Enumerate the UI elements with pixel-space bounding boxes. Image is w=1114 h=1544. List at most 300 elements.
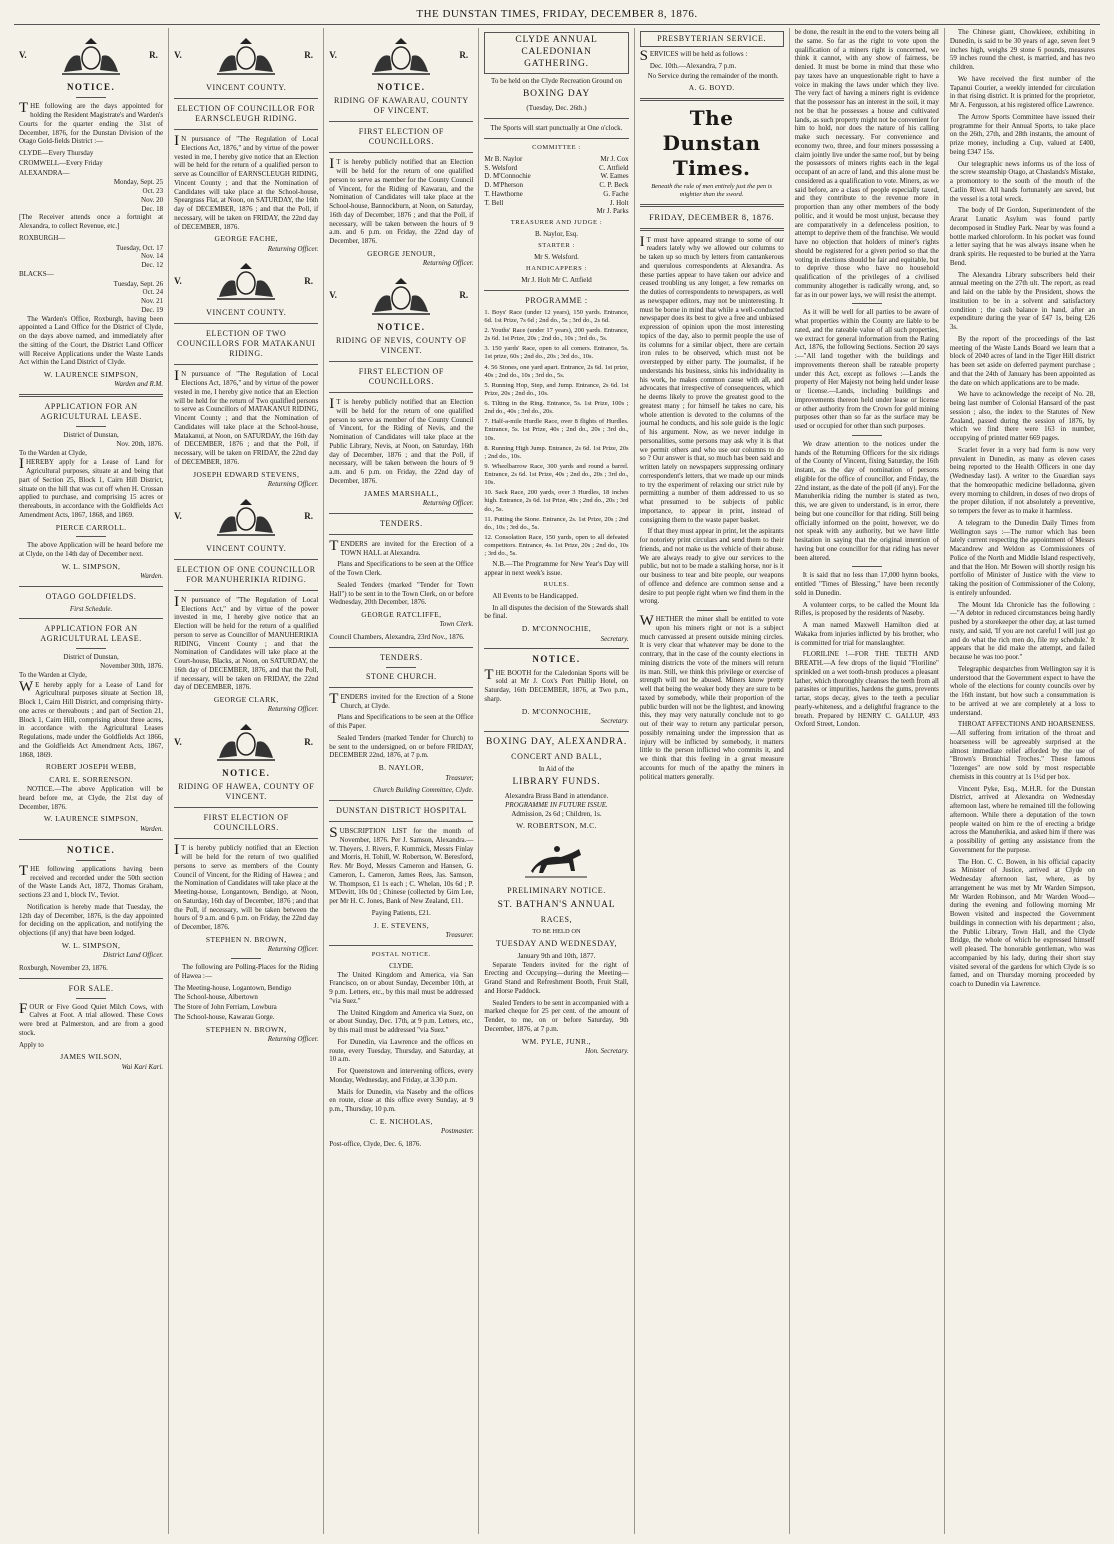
news-paragraph: The Alexandra Library subscribers held their annual meeting on the 27th ult. The report, as read and laid on the table by the President, shows the institution to be in a solvent and satisfactory condition ; the cash balance in hand, after an expenditure during the year of £47 1s, being £26 3s. (949, 270, 1095, 331)
address-line: To the Warden at Clyde, (19, 670, 87, 679)
court-alexandra: ALEXANDRA— (19, 168, 70, 177)
programme-event: 5. Running Hop, Step, and Jump. Entrance, 2s 6d. 1st Prize, 20s ; 2nd do., 10s. (484, 381, 629, 397)
notice-body: Notification is hereby made that Tuesday, the 12th day of December, 1876, is the day appointed for deciding on the application, and notifying the objections (if any) that have been lodged. (19, 902, 164, 937)
divider (174, 364, 318, 365)
signature-role: Town Clerk. (439, 620, 474, 629)
paying-patients: Paying Patients, £21. (371, 908, 431, 917)
divider (174, 323, 318, 324)
editorial-paragraph: As it will be well for all parties to be aware of what properties within the County are liable to be rated, and the rateable value of all such properties, we extract for general information from the Rating Act, 1876, the following Sections. Section 20 says :—"All land together with the buildings and improvements thereon shall be rateable property under this Act, except as follows :—Lands the property of Her Majesty not being held under lease or license.—Lands, including buildings and improvements thereon held under lease or license or other authority from the Crown for gold mining purposes other than so far as the surface may be used or occupied for other than such purposes. (794, 308, 939, 430)
committee-member: D. M'Pherson (484, 181, 524, 190)
committee-member: J. Holt (609, 198, 629, 207)
signature: GEORGE RATCLIFFE, (361, 610, 442, 619)
polling-place: The School-house, Albertown (174, 993, 258, 1002)
election-body: IT is hereby publicly notified that an Election will be held for the return of two qualified persons to serve as members of the County Council of Vincent, for the Riding of Hawea ; and the Nomination of Candidates will take place at the Meeting-house, Longantown, Bendigo, at Noon, on Saturday, 16th day of December, 1876 ; and that the Poll, if necessary, will be taken between the hours of 9 a.m. and 6 p.m. on Friday, the 22nd day of December, 1876. (174, 842, 319, 932)
apply-line: Apply to (19, 1040, 44, 1049)
office-body: The Warden's Office, Roxburgh, having been appointed a Land Office for the District of Clyde, on the days above named, and immediately after the sitting of the Court, the District Land Officer will Receive Applications under the Waste Lands Act within the Land District of Clyde. (19, 314, 164, 367)
committee-row (484, 199, 628, 208)
divider (852, 435, 882, 436)
divider (329, 121, 473, 122)
committee-member: W. Eames (600, 172, 629, 181)
election-body: IT is hereby publicly notified that an Election will be held for the return of one qualified person to serve as member of the County Council of Vincent, for the Riding of Nevis, and the Nomination of Candidates will take place at the Public Library, Nevis, at Noon, on Saturday, 16th day of December, 1876 ; and that the Poll, if necessary, will be taken between the hours of 9 a.m. and 6 p.m. on Friday, the 22nd day of December, 1876. (329, 396, 474, 485)
divider (640, 228, 784, 231)
signature: CARL E. SORRENSON. (49, 774, 133, 784)
application-body: IHEREBY apply for a Lease of Land for Agricultural purposes, situate at and being that part of Section 25, Block 1, Cairn Hill District, situate on the hill that was cut off when H. Crossan applied to purchase, and comprising 15 acres or thereabouts, in accordance with the Goldfields Act Amendment Acts, 1867, 1868, and 1869. (19, 456, 164, 519)
divider (174, 98, 318, 99)
signature-role: Wai Kari Kari. (121, 1062, 164, 1071)
handicappers-heading: HANDICAPPERS : (526, 264, 587, 272)
issue-date: FRIDAY, DECEMBER 8, 1876. (649, 211, 775, 222)
tenders-heading: TENDERS. (379, 518, 423, 528)
signature: JAMES MARSHALL, (363, 488, 439, 498)
committee-member: S. Welsford (484, 163, 518, 172)
divider (329, 800, 473, 801)
signature: WM. PYLE, JUNR., (522, 1036, 591, 1046)
signature-role: Warden. (140, 571, 164, 580)
divider (329, 534, 473, 535)
crest-r: R. (304, 50, 314, 61)
royal-crest (329, 32, 473, 80)
band-line: Alexandra Brass Band in attendance. (504, 792, 609, 801)
application-heading: APPLICATION FOR AN AGRICULTURAL LEASE. (40, 624, 142, 644)
signature-role: District Land Officer. (103, 951, 164, 960)
signature: B. NAYLOR, (378, 763, 424, 773)
county-heading: VINCENT COUNTY. (206, 83, 287, 92)
starter-name: Mr S. Welsford. (534, 253, 579, 262)
signature-role: Secretary. (600, 716, 629, 725)
news-paragraph: The Mount Ida Chronicle has the following :—"A debtor in reduced circumstances being hardly pushed by a storekeeper the other day, at last turned rusty, and said, 'If you are not careful I will just go and do what the rich men do, file my schedule.' It appears that he did make the attempt, and failed because he was too poor." (949, 600, 1095, 661)
postal-heading: POSTAL NOTICE. (371, 950, 431, 958)
divider (329, 821, 473, 822)
treasurer-heading: TREASURER AND JUDGE : (510, 219, 603, 227)
sale-heading: FOR SALE. (68, 983, 114, 993)
signature-role: Returning Officer. (267, 480, 319, 488)
divider (329, 361, 473, 362)
notice-heading: NOTICE. (377, 82, 426, 92)
alexandra-date: Monday, Sept. 25 (113, 178, 164, 187)
notice-heading: NOTICE. (532, 654, 581, 665)
signature: GEORGE CLARK, (213, 695, 279, 704)
election-heading: ELECTION OF COUNCILLOR FOR EARNSCLEUGH RIDING. (177, 104, 316, 123)
signature: STEPHEN N. BROWN, (205, 1024, 287, 1034)
divider (852, 566, 882, 567)
royal-crest (329, 272, 473, 320)
programme-event: 1. Boys' Race (under 12 years), 150 yards. Entrance, 6d. 1st Prize, 7s 6d ; 2nd do., 5s ; 3rd do., 2s 6d. (484, 308, 629, 324)
notice-body: THE following are the days appointed for holding the Resident Magistrate's and Warden's Courts for the quarter ending the 31st of December, 1876, for the Dunstan Division of the Otago Gold-fields District :— (19, 100, 164, 146)
divider (329, 513, 473, 514)
signature: W. ROBERTSON, M.C. (516, 821, 597, 831)
programme-event: 8. Running High Jump. Entrance, 2s 6d. 1st Prize, 20s ; 2nd do., 10s. (484, 444, 629, 460)
blacks-date: Oct. 24 (142, 288, 164, 297)
divider (329, 687, 473, 688)
editorial-paragraph: IT must have appeared strange to some of our readers lately why we allowed our columns to be taken up so much by letters from cantankerous and querulous correspondents at Alexandra. As these parties appear to have taken our advice and ceased troubling us any longer, a few remarks on the duties of correspondents to newspapers, as well as newspaper editors, may not be uninteresting. It must be borne in mind that while a well-conducted newspaper does its best to give a free and unbiased expression of opinion upon the most interesting topics of the day, also to permit people the use of its columns for a similar object, there are certain iron rules to be observed, which must not be overstepped by either party. The journalist, if he understands his business, sinks his individuality in his work, he makes common cause with all, and advocates that irrespective of consequences, which he deems likely to prove the greatest good to the greatest many ; for himself he takes no care, his whole attention is devoted to the columns of the journal he conducts, and his sole guide is the logic of his argument. Now, as we never indulge in personalities, some persons may ask why it is that we permit others and who use our columns to do so ? Our answer is that, so much has been said and written lately on newspapers suppressing ordinary correspondent's letters, that we made up our minds to try the experiment of relaxing our strict rule by permitting a number of them addressed to us so what presumed to be subjects of public importance, to appear in print, instead of consigning them to the waste paper basket. (639, 233, 784, 524)
programme-future: PROGRAMME IN FUTURE ISSUE. (505, 800, 608, 809)
court-cromwell: CROMWELL—Every Friday (19, 158, 103, 167)
news-paragraph: By the report of the proceedings of the last meeting of the Waste Lands Board we learn that a block of 2040 acres of land in the Tiger Hill district has been set aside on deferred payment purchase ; and that the 24th of January has been appointed as the date on which applications are to be made. (949, 334, 1095, 387)
committee-row (484, 190, 628, 199)
divider (19, 618, 163, 619)
signature-role: Warden and R.M. (114, 380, 164, 389)
place-line: Post-office, Clyde, Dec. 6, 1876. (329, 1139, 422, 1148)
divider (174, 838, 318, 839)
committee-member: D. M'Connochie (484, 172, 531, 181)
programme-event: 11. Putting the Stone. Entrance, 2s. 1st Prize, 20s ; 2nd do., 10s ; 3rd do., 5s. (484, 515, 629, 531)
place-line: Council Chambers, Alexandra, 23rd Nov., 1876. (329, 633, 465, 642)
signature: JAMES WILSON, (60, 1052, 122, 1062)
royal-coat-of-arms-icon (211, 495, 281, 539)
divider (19, 978, 163, 979)
divider (640, 98, 784, 101)
roxburgh-date: Dec. 12 (141, 261, 164, 269)
horse-and-rider-icon (521, 837, 591, 881)
committee-row (484, 155, 628, 164)
news-paragraph: A man named Maxwell Hamilton died at Wakaka from injuries inflicted by his brother, who is committed for trial for manslaughter. (794, 621, 939, 647)
divider (484, 138, 628, 139)
county-heading: VINCENT COUNTY. (206, 543, 287, 553)
signature: W. L. SIMPSON, (61, 561, 121, 571)
election-body: IN pursuance of "The Regulation of Local Elections Act, 1876," and by virtue of the power vested in me, I hereby give notice that an Election will be held for the return of a qualified person to serve as Councillor of EARNSCLEUGH RIDING, Vincent County ; and that the Nomination of Candidates will take place at the School-house, Speargrass Flat, at Noon, on SATURDAY, the 16th day of DECEMBER, 1876 ; and that the Poll, if necessary, will be taken on FRIDAY, the 22nd day of DECEMBER, 1876. (174, 133, 319, 231)
programme-event: 12. Consolation Race, 150 yards, open to all defeated competitors. Entrance, 4s. 1st Prize, 20s ; 2nd do., 10s ; 3rd do., 5s. (484, 533, 629, 558)
divider (174, 590, 318, 591)
blacks-date: Dec. 19 (141, 305, 164, 314)
starter-heading: STARTER : (538, 242, 575, 249)
crest-v: V. (174, 50, 182, 61)
news-paragraph: We have received the first number of the Tapanui Courier, a weekly intended for circulation in that rising district. It is printed for the proprietor, Mr A. Fergusson, at his registered office Lawrence. (949, 74, 1095, 109)
divider (174, 559, 318, 560)
crest-v: V. (174, 511, 182, 522)
signature-role: Postmaster. (440, 1127, 474, 1136)
divider (174, 807, 318, 808)
news-paragraph: It is said that no less than 17,000 hymn books, entitled "Times of Blessing," have been recently sold in Dunedin. (794, 571, 939, 597)
committee-member: C. Attfield (599, 163, 629, 172)
committee-row (484, 207, 628, 216)
editorial-paragraph: If that they must appear in print, let the aspirants for notoriety print circulars and send them to their friends, and not make us the vehicle of their abuse. We are always ready to give our services to the public, but not to be made a stalking horse, nor is it our business to tear and bite people, our weapons of offence and defence are common sense and a desire to put people right when we find them in the wrong. (639, 527, 784, 606)
held-on: TO BE HELD ON (532, 927, 581, 935)
concert-heading: CONCERT AND BALL, (511, 751, 602, 761)
royal-coat-of-arms-icon (56, 34, 126, 78)
divider (76, 998, 106, 999)
signature: GEORGE JENOUR, (367, 248, 436, 258)
signature: W. LAURENCE SIMPSON, (43, 814, 139, 824)
news-paragraph: Our telegraphic news informs us of the loss of the screw steamship Otago, at Chaslands's Mistake, a promontory to the south of the mouth of the Catlin River. All hands fortunately are saved, but the vessel is a total wreck. (949, 159, 1095, 203)
signature: J. E. STEVENS, (373, 920, 430, 930)
polling-place: The Meeting-house, Logantown, Bendigo (174, 983, 292, 992)
signature: PIERCE CARROLL. (55, 522, 127, 532)
crest-r: R. (459, 50, 469, 61)
newspaper-page (14, 28, 1100, 1534)
presbyterian-date: Dec. 10th.—Alexandra, 7 p.m. (649, 61, 737, 70)
programme-event: 2. Youths' Race (under 17 years), 200 yards. Entrance, 2s 6d. 1st Prize, 20s ; 2nd do., 10s ; 3rd do., 5s. (484, 327, 629, 343)
tender-body: TENDERS invited for the Erection of a Stone Church, at Clyde. (329, 690, 474, 710)
application-note: NOTICE.—The above Application will be heard before me, at Clyde, the 21st day of December, 1876. (19, 785, 164, 811)
signature-role: Church Building Committee, Clyde. (373, 786, 474, 795)
presbyterian-body: SERVICES will be held as follows : (639, 48, 748, 64)
crest-v: V. (329, 50, 337, 61)
hospital-heading: DUNSTAN DISTRICT HOSPITAL (336, 806, 467, 815)
programme-event: 9. Wheelbarrow Race, 300 yards and round a barrel. Entrance, 2s 6d. 1st Prize, 40s ; 2nd do., 20s ; 3rd do., 10s. (484, 462, 629, 487)
crest-v: V. (174, 736, 182, 747)
library-funds: LIBRARY FUNDS. (512, 777, 601, 788)
committee-row (484, 164, 628, 173)
divider (76, 648, 106, 649)
divider (329, 152, 473, 153)
tenders-heading: TENDERS. (379, 652, 423, 662)
signature: A. G. BOYD. (688, 83, 735, 93)
committee-member: C. P. Beck (599, 181, 629, 190)
masthead-rule (14, 24, 1100, 25)
crest-r: R. (149, 50, 158, 61)
schedule-label: First Schedule. (69, 604, 113, 613)
district-line: District of Dunstan, (63, 653, 119, 662)
signature-role: Treasurer. (445, 930, 474, 939)
royal-coat-of-arms-icon (366, 274, 436, 318)
election-heading: ELECTION OF TWO COUNCILLORS FOR MATAKANUI RIDING. (177, 329, 316, 359)
signature-role: Hon. Secretary. (585, 1046, 629, 1055)
sale-body: FOUR or Five Good Quiet Milch Cows, with Calves at Foot. A trial allowed. These Cows were bred at Palmerston, and are from a good stock. (19, 1000, 164, 1037)
postal-body: The United Kingdom and America via Suez, on or about Sunday, Dec. 17th, at 9 p.m. Letters, etc., by this mail must be addressed "via Suez." (329, 1008, 474, 1034)
blacks-date: Nov. 21 (141, 297, 164, 305)
gathering-start: The Sports will start punctually at One o'clock. (490, 124, 623, 132)
blacks-date: Tuesday, Sept. 26 (113, 279, 164, 288)
election-body: IN pursuance of "The Regulation of Local Elections Act, 1876," and by virtue of the power vested in me, I hereby give notice that an Election will be held for the return of Two qualified persons to serve as Councillors of MATAKANUI RIDING, Vincent County ; and that the Nomination of Candidates will take place at the School-house, Matakanui, at Noon, on SATURDAY, the 16th day of DECEMBER, 1876 ; and that the Poll, if necessary, will be taken on FRIDAY, the 22nd day of DECEMBER, 1876. (174, 368, 319, 466)
divider (76, 860, 106, 861)
divider (386, 667, 416, 668)
column-3 (324, 28, 479, 1534)
date-line: Nov. 20th, 1876. (116, 439, 164, 448)
committee-member: Mr J. Cox (600, 154, 629, 163)
royal-coat-of-arms-icon (211, 34, 281, 78)
news-paragraph: FLORILINE !—FOR THE TEETH AND BREATH.—A few drops of the liquid "Floriline" sprinkled on a wet tooth-brush produces a pleasant lather, which thoroughly cleanses the teeth from all parasites or impurities, hardens the gums, prevents tartar, stops decay, gives to the teeth a peculiar pearly-whiteness, and a delightful fragrance to the breath. Prepared by HENRY C. GALLUP, 493 Oxford Street, London. (794, 650, 939, 729)
race-days: TUESDAY AND WEDNESDAY, (495, 938, 618, 948)
newspaper-motto: Beneath the rule of men entirely just the pen is mightier than the sword. (651, 182, 773, 198)
crest-r: R. (304, 511, 314, 522)
divider (640, 204, 784, 207)
programme-event: 10. Sack Race, 200 yards, over 3 Hurdles, 18 inches high. Entrance, 2s 6d. 1st Prize, 40s ; 2nd do., 20s ; 3rd do., 5s. (484, 489, 629, 513)
royal-crest (174, 493, 318, 541)
polling-place: The School-house, Kawarau Gorge. (174, 1012, 275, 1021)
signature-role: Returning Officer. (267, 244, 319, 253)
news-paragraph: A telegram to the Dunedin Daily Times from Wellington says :—The rumor which has been lately current respecting the appointment of Messrs Macandrew and Weldon as Commissioners of Police of the North and Middle Island respectively, and that the Hon. Mr Bowen will shortly resign his portfolio of Minister of Justice with the view to taking the position of Commissioner of the Colony, is entirely unfounded. (949, 518, 1095, 597)
signature-role: Returning Officer. (267, 705, 319, 714)
news-paragraph: The Arrow Sports Committee have issued their programme for their Annual Sports, to take place on the 26th, 27th, and 28th instants, the amount of prize money, including a Cup, valued at £400, being £347 15s. (949, 112, 1095, 156)
column-5 (635, 28, 790, 1534)
election-body: IT is hereby publicly notified that an Election will be held for the return of one qualified person to serve as member for the County Council of Vincent, for the Riding of Kawarau, and the Nomination of Candidates will take place at the School-house, Bannockburn, at Noon, on Saturday, 16th day of December, 1876 ; and that the Poll, if necessary, will be taken between the hours of 9 a.m. and 6 p.m. on Friday, the 22nd day of December, 1876. (329, 156, 474, 245)
county-heading: VINCENT COUNTY. (206, 308, 287, 318)
crest-r: R. (304, 736, 314, 747)
gathering-heading: CLYDE ANNUAL CALEDONIAN GATHERING. (484, 32, 628, 74)
election-body: IN pursuance of "The Regulation of Local Elections Act," and by virtue of the power invested in me, I hereby give notice that an Election will be held for the return of a qualified person to serve as Councillor of MANUHERIKIA RIDING, Vincent County ; and that the Nomination of Candidates will take place at the Court-house, Blacks, at Noon, on SATURDAY, the 16th day of DECEMBER, 1876, and that the Poll, if necessary, will be taken on FRIDAY, the 22nd day of DECEMBER, 1876. (174, 593, 319, 692)
column-7 (945, 28, 1100, 1534)
alexandra-date: Dec. 18 (141, 204, 164, 213)
presbyterian-note: No Service during the remainder of the month. (647, 71, 779, 80)
divider (329, 945, 473, 946)
roxburgh-date: Tuesday, Oct. 17 (116, 243, 164, 252)
riding-heading: RIDING OF HAWEA, COUNTY OF VINCENT. (178, 782, 315, 802)
alexandra-date: Oct. 23 (142, 187, 164, 195)
tender-body: Sealed Tenders (marked "Tender for Town Hall") to be sent in to the Town Clerk, on or before Wednesday, 20th December, 1876. (329, 580, 474, 607)
programme-event: 7. Half-a-mile Hurdle Race, over 8 flights of Hurdles. Entrance, 5s. 1st Prize, 40s ; 2nd do., 20s ; 3rd do., 10s. (484, 418, 629, 442)
royal-crest (19, 32, 163, 80)
signature-role: Returning Officer. (267, 945, 319, 954)
news-paragraph: We have to acknowledge the receipt of No. 28, being last number of Colonial Hansard of the past session ; also, the index to the Statutes of New Zealand, passed during the session of 1876, by which we find there were 163 in number, occupying of printed matter 669 pages. (949, 390, 1095, 442)
editorial-paragraph: We draw attention to the notices under the hands of the Returning Officers for the six ridings of the County of Vincent, fixing Saturday, the 16th instant, as the day of nomination of persons eligible for the office of councillor, and Friday, the 22nd instant, as the date of the poll (if any). For the Manuherikia riding the number is stated as two, this, we are given to understand, is in error, there being but one councillor for that riding. Still being officially informed on the point, however, we do not speak with any authority, but we have little hesitation in saying that the original intention of having but one councillor for that riding has never been altered. (794, 439, 939, 562)
presbyterian-heading: PRESBYTERIAN SERVICE. (640, 31, 784, 47)
divider (329, 647, 473, 648)
signature: D. M'CONNOCHIE, (521, 706, 592, 716)
st-bathans-heading: ST. BATHAN'S ANNUAL (497, 899, 616, 910)
roxburgh-date: Nov. 14 (141, 252, 164, 261)
gathering-day: BOXING DAY (522, 89, 590, 100)
news-paragraph: Telegraphic despatches from Wellington say it is understood that the Government expect to have the whole of the elections for county councils over by the 16th instant, but how such a consummation is to be arrived at we are completely at a loss to understand. (949, 664, 1095, 717)
court-clyde: CLYDE—Every Thursday (19, 149, 94, 157)
address-line: To the Warden at Clyde, (19, 448, 87, 457)
application-body: WE hereby apply for a Lease of Land for Agricultural purposes situate at Section 18, Block 1, Cairn Hill District, and comprising thirty-one acres or thereabouts ; and part of Section 21, Block 1, Cairn Hill, comprising about three acres, in accordance with the Agricultural Leases Regulations, made under the Goldfields Act 1866, and the Goldfields Act Amendment Acts, 1867, 1868, 1869. (19, 678, 164, 759)
place-line: Roxburgh, November 23, 1876. (19, 963, 108, 972)
receiver-note: [The Receiver attends once a fortnight at Alexandra, to collect Revenue, etc.] (19, 213, 164, 230)
tender-body: Plans and Specifications to be seen at the Office of this Paper. (329, 713, 474, 731)
divider (697, 610, 727, 611)
crest-v: V. (19, 50, 27, 61)
races-body: Sealed Tenders to be sent in accompanied with a marked cheque for 25 per cent. of the amount of Tender, to me, on or before Saturday, 9th December, 1876, at 7 p.m. (484, 998, 629, 1033)
polling-place: The Store of John Ferriam, Lowbura (174, 1003, 277, 1011)
committee-member: T. Hawthorne (484, 189, 523, 198)
divider (231, 958, 261, 959)
editorial-paragraph: WHETHER the miner shall be entitled to vote upon his miners right or not is a subject much canvassed at present outside mining circles. It is very clear that whatever may be done to the contrary, that in the case of the county elections in mining districts the vote of the miners will return its man. Still, we think this privilege or exercise of strength will not be abused. Miners know pretty well that being the weaker body they are sure to be taxed by somebody, while their proportion of the public burden will not be the lightest, and knowing this, they may very naturally conclude not to go out of their way to return any particular person, possibly remaining under the impression that as injury will be inflicted by somebody, it matters little to the person inflicted who commits it, and we think that this feeling in a great measure accounts for much of the apathy the miners in political matters generally. (639, 613, 784, 781)
news-paragraph: The Hon. C. C. Bowen, in his official capacity as Minister of Justice, arrived at Clyde on Wednesday afternoon last, where, as by arrangement he was met by Mr Warden Simpson, Mr Warden Robinson, and Mr Warden Wood—during the evening and following morning Mr Bowen visited and inspected the Government buildings in connection with his department ; also, the Public Library, Town Hall, and the Clyde Bridge, the whole of which he expressed himself well pleased. The honorable gentleman, who was accompanied by his lady, during their short stay visited several of the gardens for which Clyde is so famed, and on Thursday morning proceeded by coach to Dunedin via Lawrence. (949, 857, 1095, 988)
news-paragraph: A volunteer corps, to be called the Mount Ida Rifles, is proposed by the residents of Naseby. (794, 600, 939, 618)
postal-body: Mails for Dunedin, via Naseby and the offices en route, close at this office every Sunday, at 9 p.m., Thursday, 10 p.m. (329, 1087, 474, 1113)
divider (484, 648, 628, 649)
riding-heading: RIDING OF KAWARAU, COUNTY OF VINCENT. (333, 96, 469, 116)
gathering-held: To be held on the Clyde Recreation Ground on (491, 76, 622, 85)
committee-member: Mr B. Naylor (484, 154, 523, 163)
signature: W. LAURENCE SIMPSON, (43, 370, 139, 379)
crest-r: R. (459, 290, 469, 301)
committee-member: G. Fache (603, 189, 629, 198)
polling-places-intro: The following are Polling-Places for the Riding of Hawea :— (174, 963, 319, 980)
rules-body: All Events to be Handicapped. (492, 591, 579, 600)
column-4 (479, 28, 634, 1534)
programme-note: N.B.—The Programme for New Year's Day will appear in next week's issue. (484, 560, 629, 577)
tender-body: TENDERS are invited for the Erection of a TOWN HALL at Alexandra. (329, 537, 474, 557)
news-paragraph: Scarlet fever in a very bad form is now very prevalent in Dunedin, as many as eleven cases being reported to the Health Officers in one day (Wednesday last). A writer to the Guardian says that the homœopathic medicine belladonna, given every morning to children, in doses of two drops of the proper dilution, if not absolutely a preventive, so tempers the fever as to make it harmless. (949, 445, 1095, 515)
election-heading: FIRST ELECTION OF COUNCILLORS. (358, 127, 444, 147)
divider (19, 839, 163, 840)
signature-role: Treasurer, (445, 773, 474, 782)
race-dates: January 9th and 10th, 1877. (517, 951, 596, 960)
crest-v: V. (174, 275, 182, 286)
gathering-date: (Tuesday, Dec. 26th.) (526, 104, 587, 113)
news-paragraph: The Chinese giant, Chowkieee, exhibiting in Dunedin, is said to be 30 years of age, seven feet 9 inches high, weighs 29 stone 6 pounds, measures 59 inches round the chest, is married, and has two children. (949, 28, 1095, 71)
tender-body: Sealed Tenders (marked Tender for Church) to be sent to the undersigned, on or before FRIDAY, DECEMBER 22nd, 1876, at 7 p.m. (329, 733, 474, 760)
committee-member: T. Bell (484, 198, 504, 207)
programme-heading: PROGRAMME : (525, 295, 588, 305)
crest-r: R. (304, 275, 314, 286)
royal-coat-of-arms-icon (366, 34, 436, 78)
divider (76, 97, 106, 98)
programme-event: 4. 56 Stones, one yard apart. Entrance, 2s 6d. 1st prize, 40s ; 2nd do., 10s ; 3rd do., 5s. (484, 363, 629, 379)
divider (484, 290, 628, 291)
programme-event: 6. Tilting in the Ring. Entrance, 5s. 1st Prize, 100s ; 2nd do., 40s ; 3rd do., 20s. (484, 400, 629, 416)
tender-subheading: STONE CHURCH. (365, 671, 437, 681)
signature: D. M'CONNOCHIE, (521, 624, 592, 634)
signature: GEORGE FACHE, (214, 234, 278, 244)
programme-event: 3. 150 yards' Race, open to all comers. Entrance, 5s. 1st prize, 60s ; 2nd do., 20s ; 3rd do., 10s. (484, 345, 629, 361)
divider (484, 118, 628, 119)
application-heading: APPLICATION FOR AN AGRICULTURAL LEASE. (40, 402, 142, 422)
signature: W. L. SIMPSON, (61, 940, 121, 950)
notice-heading: NOTICE. (66, 844, 116, 855)
postal-subheading: CLYDE. (389, 961, 414, 970)
royal-crest (174, 32, 318, 80)
date-line: November 30th, 1876. (100, 662, 164, 671)
royal-coat-of-arms-icon (211, 259, 281, 303)
committee-row (484, 172, 628, 181)
news-paragraph: The body of Dr Gordon, Superintendent of the Ararat Lunatic Asylum was found partly decomposed in Studley Park. Near by was found a bottle marked chloroform. In his pocket was found a letter saying that he was always insane when he drank spirits. He requested to be buried at the Yarra Bend. (949, 206, 1095, 267)
royal-crest (174, 257, 318, 305)
column-2 (169, 28, 324, 1534)
signature: C. E. NICHOLAS, (369, 1116, 433, 1126)
signature: STEPHEN N. BROWN, (205, 934, 287, 944)
goldfields-heading: OTAGO GOLDFIELDS. (45, 591, 137, 601)
court-blacks: BLACKS— (19, 269, 54, 278)
committee-row (484, 181, 628, 190)
district-line: District of Dunstan, (63, 431, 119, 440)
signature-role: Returning Officer. (422, 499, 474, 507)
editorial-paragraph: be done, the result in the end to the voters being all the same. So far as the right to vote upon the qualification of a miners right is concerned, we think it cannot, with any show of fairness, be denied. It must be borne in mind that these who pay taxes have an unquestionable right to have a voice in making the laws under which they live. The very fact of having a miners right is evidence that the possessor has an interest in the soil, it may not be that he possesses a house and cultivated lands, as such property might not be convenient for him to hold, nor does the nature of his calling make such necessary. For convenience and economy two, three, and four miners possessing a claim jointly live under the same roof, but by being the possessors of miners rights each in the legal occupant of an acre of land, and this alone must be considered as a qualification to vote. Miners, as we said before, are a class of people especially taxed, and they contribute to the revenue more in proportion than any other members of the body politic, and it would be most unjust, because they are comparatively in a defenceless position, to attempt to deprive them of the franchise. We would have no objection that holders of miner's rights should be registered for a given period so that the voting in elections should be fair and equitable, but to deprive those who have no household qualification of the privileges of a civilised community altogether is radically wrong, and, so far as in our power lays, we will resist the attempt. (794, 28, 939, 299)
signature-role: Returning Officer. (267, 1034, 319, 1043)
divider (174, 129, 318, 130)
preliminary-heading: PRELIMINARY NOTICE. (507, 885, 606, 895)
column-6 (790, 28, 945, 1534)
boxing-day-heading: BOXING DAY, ALEXANDRA. (485, 736, 628, 747)
signature-role: Secretary. (600, 634, 629, 643)
rules-body: In all disputes the decision of the Stewards shall be final. (484, 603, 629, 621)
notice-body: THE BOOTH for the Caledonian Sports will be sold at Mr J. Cox's Port Phillip Hotel, on Saturday, 16th DECEMBER, 1876, at Two p.m., sharp. (484, 666, 629, 703)
divider (852, 303, 882, 304)
election-heading: FIRST ELECTION OF COUNCILLORS. (203, 813, 289, 833)
committee-member: Mr J. Parks (596, 207, 629, 216)
races-body: Separate Tenders invited for the right of Erecting and Occupying—during the Meeting—Grand Stand and Refreshment Booth, Fruit Stall, and Horse Paddock. (484, 960, 629, 995)
alexandra-date: Nov. 20 (141, 195, 164, 204)
races-heading: RACES, (540, 914, 573, 924)
tender-body: Plans and Specifications to be seen at the Office of the Town Clerk. (329, 560, 474, 577)
committee-heading: COMMITTEE : (532, 143, 581, 151)
news-paragraph: THROAT AFFECTIONS AND HOARSENESS.—All suffering from irritation of the throat and hoarseness will be agreeably surprised at the almost immediate relief afforded by the use of "Brown's Bronchial Troches." These famous "lozenges" are now sold by most respectable chemists in this country at 1s 1½d per box. (949, 720, 1095, 781)
hospital-body: SUBSCRIPTION LIST for the month of November, 1876. Per J. Samson, Alexandra.—W. Theyers, J. Rivers, F. Kummick, Messrs Finlay and Morris, H. Tohill, W. Robertson, W. Beresford, Rev. Mr Boyd, Messrs Cameron and Hansen, G. Cameron, L. Cameron, James Rees, Jas. Samson, W. Thompson, £1 1s each ; C. Whelan, 10s 6d ; P. M'Devitt, 10s 0d ; Chinese (collected by Gim Lee, per Mr H. C. Jones, Bank of New Zealand, £11. (329, 825, 474, 905)
divider (19, 394, 163, 397)
divider (484, 731, 628, 732)
royal-crest (174, 718, 318, 766)
notice-heading: NOTICE. (66, 82, 116, 92)
signature: JOSEPH EDWARD STEVENS, (193, 469, 300, 479)
masthead: THE DUNSTAN TIMES, FRIDAY, DECEMBER 8, 1876. (416, 8, 698, 20)
notice-heading: NOTICE. (222, 768, 271, 779)
divider (19, 586, 163, 587)
postal-body: For Dunedin, via Lawrence and the offices en route, every Tuesday, Thursday, and Saturday, at 10 a.m. (329, 1037, 474, 1064)
divider (76, 536, 106, 537)
notice-body: THE following applications having been received and recorded under the 50th section of the Waste Lands Act, 1872, Thomas Graham, sections 23 and 1, block IV., Teviot. (19, 862, 164, 899)
signature-role: Returning Officer. (422, 259, 474, 268)
royal-coat-of-arms-icon (211, 720, 281, 764)
column-1 (14, 28, 169, 1534)
court-roxburgh: ROXBURGH— (19, 233, 66, 242)
admission-line: Admission, 2s 6d ; Children, 1s. (511, 809, 602, 818)
divider (76, 426, 106, 427)
application-note: The above Application will be heard before me at Clyde, on the 14th day of December next. (19, 541, 164, 558)
signature: ROBERT JOSEPH WEBB, (45, 762, 137, 772)
horse-racing-crest (484, 835, 628, 883)
notice-heading: NOTICE. (377, 321, 426, 332)
